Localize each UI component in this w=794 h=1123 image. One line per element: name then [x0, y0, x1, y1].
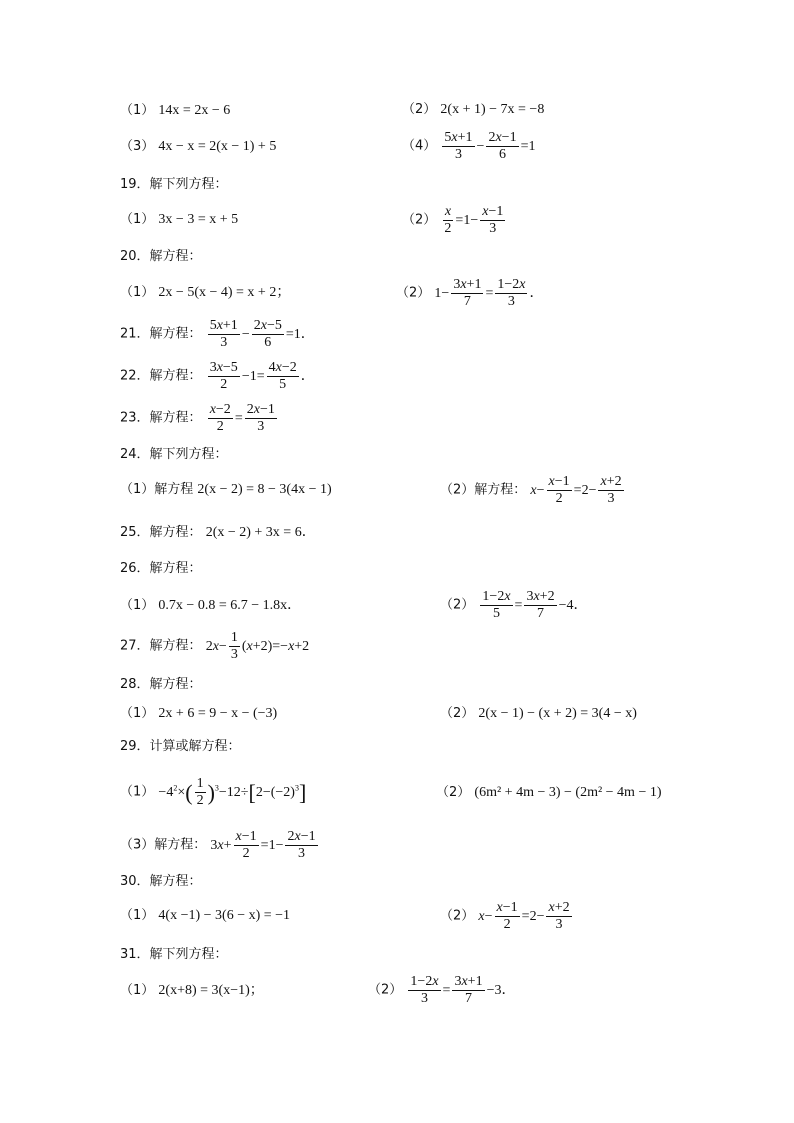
problem-22: 22．解方程： $\frac{3x-5}{2}$ −1= $\frac{4x-2}{5}$ ． [120, 360, 315, 392]
item-29-1: $(1) -4^2\times$( $\frac{1}{2}$ )$^3-12\div[2-(-2)^3]$ [120, 776, 307, 808]
problem-20-heading: 20．解方程： [120, 249, 202, 264]
problem-24-heading: 24．解下列方程： [120, 447, 228, 462]
equation: $\frac{3x-5}{2}$ −1= $\frac{4x-2}{5}$ ． [209, 360, 315, 392]
item-30-2: （2） x− $\frac{x-1}{2}$ =2− $\frac{x+2}{3}$ [440, 900, 574, 933]
expression: $-4^2\times$( $\frac{1}{2}$ )$^3-12\div[2-(-2)^3]$ [158, 776, 307, 808]
equation: 3x − 3 = x + 5 [158, 212, 239, 227]
item-29-2: （2） (6m² + 4m − 3) − (2m² − 4m − 1) [436, 785, 662, 800]
item-26-1: （1） 0.7x − 0.8 = 6.7 − 1.8x． [120, 598, 302, 613]
equation: x− $\frac{x-1}{2}$ =2− $\frac{x+2}{3}$ [478, 900, 570, 932]
equation: 4x − x = 2(x − 1) + 5 [158, 139, 277, 154]
equation: 2(x + 1) − 7x = −8 [440, 102, 545, 117]
equation: $\frac{1-2x}{5}$ = $\frac{3x+2}{7}$ −4． [482, 589, 588, 621]
problem-23: 23．解方程： $\frac{x-2}{2}$ = $\frac{2x-1}{3}$ [120, 402, 279, 435]
equation: $\frac{5x+1}{3}$ − $\frac{2x-5}{6}$ =1． [209, 318, 315, 350]
item-24-1: （1）解方程 2(x − 2) = 8 − 3(4x − 1) [120, 482, 332, 497]
equation: 3x+ $\frac{x-1}{2}$ =1− $\frac{2x-1}{3}$ [210, 829, 316, 861]
item-19-2: （2） $\frac{x}{2}$ =1− $\frac{x-1}{3}$ [402, 204, 507, 237]
item-18-1: （1） 14x = 2x − 6 [120, 103, 231, 118]
equation: 2(x − 2) = 8 − 3(4x − 1) [197, 482, 332, 497]
equation: 2x− $\frac{1}{3}$ (x+2)=−x+2 [205, 630, 310, 662]
equation: x− $\frac{x-1}{2}$ =2− $\frac{x+2}{3}$ [530, 474, 622, 506]
item-31-2: （2） $\frac{1-2x}{3}$ = $\frac{3x+1}{7}$ −3． [368, 974, 516, 1006]
item-19-1: （1） 3x − 3 = x + 5 [120, 212, 239, 227]
item-28-1: （1） 2x + 6 = 9 − x − (−3) [120, 706, 278, 721]
item-20-1: （1） 2x − 5(x − 4) = x + 2； [120, 285, 291, 300]
problem-21: 21．解方程： $\frac{5x+1}{3}$ − $\frac{2x-5}{6}$ =1． [120, 318, 315, 350]
item-18-2: （2） 2(x + 1) − 7x = −8 [402, 102, 545, 117]
item-31-1: （1） 2(x+8) = 3(x−1)； [120, 983, 264, 998]
problem-28-heading: 28．解方程： [120, 677, 202, 692]
problem-27: 27．解方程： 2x− $\frac{1}{3}$ (x+2)=−x+2 [120, 630, 310, 662]
equation: 2(x+8) = 3(x−1)； [158, 983, 264, 998]
item-26-2: （2） $\frac{1-2x}{5}$ = $\frac{3x+2}{7}$ −4． [440, 589, 588, 621]
equation: 14x = 2x − 6 [158, 103, 231, 118]
equation: 1− $\frac{3x+1}{7}$ = $\frac{1-2x}{3}$ ． [434, 277, 544, 309]
item-24-2: （2）解方程： x− $\frac{x-1}{2}$ =2− $\frac{x+2}{3}$ [440, 474, 626, 507]
equation: $\frac{x}{2}$ =1− $\frac{x-1}{3}$ [444, 204, 504, 236]
item-20-2: （2） 1− $\frac{3x+1}{7}$ = $\frac{1-2x}{3}$ ． [396, 277, 544, 309]
problem-26-heading: 26．解方程： [120, 561, 202, 576]
equation: 2(x − 2) + 3x = 6． [205, 525, 316, 540]
equation: 2x − 5(x − 4) = x + 2； [158, 285, 291, 300]
item-18-4: （4） $\frac{5x+1}{3}$ − $\frac{2x-1}{6}$ =1 [402, 130, 536, 162]
problem-31-heading: 31．解下列方程： [120, 947, 228, 962]
item-28-2: （2） 2(x − 1) − (x + 2) = 3(4 − x) [440, 706, 637, 721]
equation: $\frac{5x+1}{3}$ − $\frac{2x-1}{6}$ =1 [444, 130, 536, 162]
item-30-1: （1） 4(x −1) − 3(6 − x) = −1 [120, 908, 291, 923]
equation: 2x + 6 = 9 − x − (−3) [158, 706, 278, 721]
item-18-3: （3） 4x − x = 2(x − 1) + 5 [120, 139, 277, 154]
problem-30-heading: 30．解方程： [120, 874, 202, 889]
item-29-3: （3）解方程： 3x+ $\frac{x-1}{2}$ =1− $\frac{2x-1}{3}$ [120, 829, 320, 862]
problem-29-heading: 29．计算或解方程： [120, 739, 241, 754]
equation: $\frac{1-2x}{3}$ = $\frac{3x+1}{7}$ −3． [410, 974, 516, 1006]
equation: 2(x − 1) − (x + 2) = 3(4 − x) [478, 706, 637, 721]
expression: (6m² + 4m − 3) − (2m² − 4m − 1) [474, 785, 662, 800]
problem-19-heading: 19．解下列方程： [120, 177, 228, 192]
problem-25: 25．解方程： 2(x − 2) + 3x = 6． [120, 525, 316, 540]
equation: 0.7x − 0.8 = 6.7 − 1.8x． [158, 598, 302, 613]
equation: 4(x −1) − 3(6 − x) = −1 [158, 908, 291, 923]
equation: $\frac{x-2}{2}$ = $\frac{2x-1}{3}$ [209, 402, 275, 434]
